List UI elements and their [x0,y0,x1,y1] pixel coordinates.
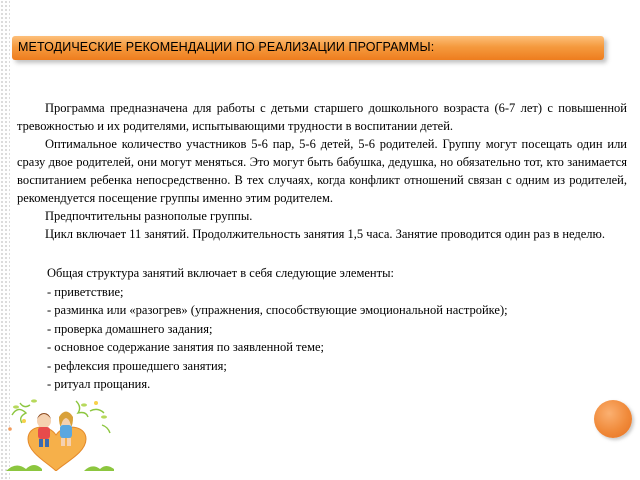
list-item: - проверка домашнего задания; [47,321,213,336]
children-heart-illustration [6,395,114,471]
list-item: - приветствие; [47,284,124,299]
paragraph-groups: Предпочтительны разнополые группы. [45,209,253,223]
main-text [17,99,627,243]
grass-decoration [6,465,42,471]
paragraph-purpose: Программа предназначена для работы с детьми старшего дошкольного возраста (6-7 лет) с повышенной тревожностью и их родителями, испытывающими трудности в воспитании детей. [17,101,627,133]
list-item: - разминка или «разогрев» (упражнения, способствующие эмоциональной настройке); [47,303,508,317]
list-item: - основное содержание занятия по заявленной теме; [47,340,324,354]
header-bar [12,36,604,60]
heart-icon [28,427,86,471]
structure-intro: Общая структура занятий включает в себя следующие элементы: [47,266,394,280]
structure-list [47,283,627,394]
list-item: - рефлексия прошедшего занятия; [47,358,227,373]
orange-circle-decoration [594,400,632,438]
list-item: - ритуал прощания. [47,377,151,391]
paragraph-participants: Оптимальное количество участников 5-6 пар, 5-6 детей, 5-6 родителей. Группу могут посещать один или сразу двое родителей, они могут меняться. Это могут быть бабушка, дедушка, но обязательно тот, кто занимается воспитанием ребенка непосредственно. В тех случаях, когда конфликт отношений связан с одним из родителей, рекомендуется посещение группы именно этим родителем. [17,137,627,205]
paragraph-cycle: Цикл включает 11 занятий. Продолжительность занятия 1,5 часа. Занятие проводится один раз в неделю. [45,227,606,241]
page-title: МЕТОДИЧЕСКИЕ РЕКОМЕНДАЦИИ ПО РЕАЛИЗАЦИИ ПРОГРАММЫ: [18,40,435,54]
structure-section [47,264,627,394]
